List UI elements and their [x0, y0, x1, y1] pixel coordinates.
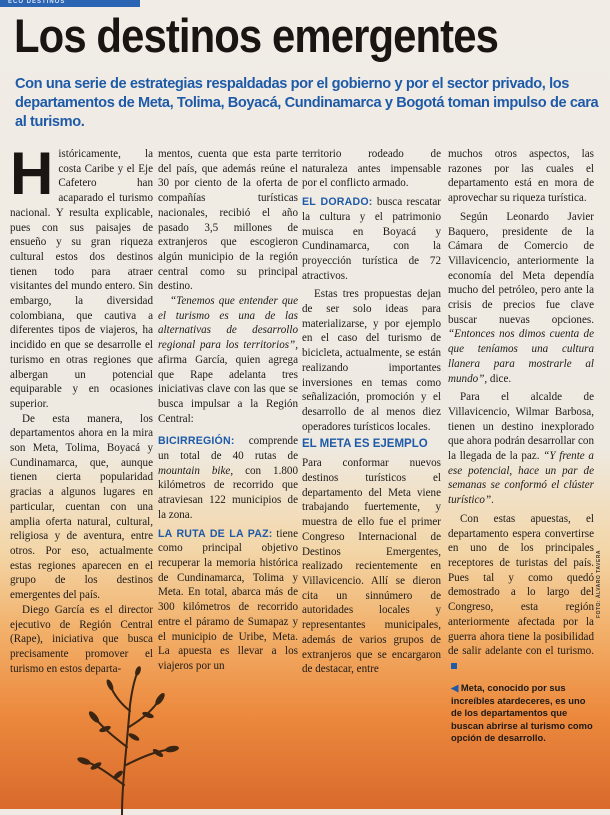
paragraph-text: busca rescatar la cultura y el patrimonio muisca en Boyacá y Cundinamarca, con la proyección turística de 72 atractivos.: [302, 196, 441, 282]
section-subhead: EL META ES EJEMPLO: [302, 438, 428, 451]
caption-arrow-icon: ◀: [451, 682, 461, 693]
initiative-label: EL DORADO:: [302, 196, 373, 209]
plant-silhouette-icon: [60, 665, 190, 815]
headline: Los destinos emergentes: [14, 9, 498, 62]
column-3: [302, 147, 441, 676]
initiative-el-dorado: [302, 195, 441, 283]
paragraph: [158, 294, 298, 426]
paragraph: [448, 512, 594, 674]
paragraph-text: comprende un total de 40 rutas de: [158, 435, 298, 463]
paragraph-text: afirma García, quien agrega que Rape adelanta tres iniciativas clave con las que se busca impulsar a la Región Central:: [158, 353, 298, 425]
initiative-label: BICIRREGIÓN:: [158, 435, 235, 448]
column-2: [158, 147, 298, 672]
paragraph-text: Para el alcalde de Villavicencio, Wilmar Barbosa, tienen un destino inexplorado que ahora podrán desarrollar con la llegada de la paz.: [448, 391, 595, 463]
paragraph-text: tiene como principal objetivo recuperar la memoria histórica de Cundinamarca, Tolima y Meta. En total, abarca más de 300 kilómetros de recorrido entre el páramo de Sumapaz y el municipio de Uribe, Meta. La apuesta es llevar a los viajeros por un: [158, 527, 298, 672]
section-tab-label: ECO DESTINOS: [8, 0, 66, 5]
column-4: [448, 147, 595, 658]
paragraph: [10, 140, 153, 412]
paragraph: [448, 210, 594, 386]
article-body: [0, 140, 610, 676]
paragraph-text: .: [491, 494, 494, 507]
drop-cap: H: [10, 140, 54, 207]
paragraph: De esta manera, los departamentos ahora en la mira son Meta, Tolima, Boyacá y Cundinamarca, que, aunque tienen cierta popularidad gracias a algunos lugares en particular, cuentan con una amplia oferta natural, cultural, religiosa y de aventura, entre otros. Por eso, actualmente estas regiones aparecen en el grupo de los destinos emergentes del país.: [10, 412, 153, 602]
photo-credit: FOTO: ÁLVARO TAVERA: [596, 550, 602, 618]
paragraph: Estas tres propuestas dejan de ser solo ideas para materializarse, y por ejemplo en el caso del turismo de bicicleta, actualmente, se están realizando importantes inversiones en temas como señalización, promoción y el desarrollo de al menos diez operadores turísticos locales.: [302, 288, 441, 433]
quote-text: “Entonces nos dimos cuenta de que teníamos una cultura llanera para mostrarle al mundo”: [448, 328, 594, 385]
paragraph: mentos, cuenta que esta parte del país, que además reúne el 30 por ciento de la oferta de compañías turísticas nacionales, recibió el año pasado 3,5 millones de extranjeros que escogieron algún municipio de la región central como su principal destino.: [158, 148, 298, 293]
paragraph-text: , con 1.800 kilómetros de recorrido que atraviesan 122 municipios de la zona.: [158, 464, 298, 521]
paragraph-text: Con estas apuestas, el departamento espera convertirse en uno de los principales receptores de turistas del país. Pues tal y como quedó demostrado a lo largo del Congreso, esta región anteriormente afectada por la guerra ahora tiene la posibilidad de salir adelante con el turismo.: [448, 512, 594, 658]
end-mark-icon: [451, 663, 457, 669]
paragraph-text: istóricamente, la costa Caribe y el Eje Cafetero han acaparado el turismo nacional. Y resulta explicable, pues con sus paisajes de ensueño y su gran riqueza cultural estos dos destinos tienen todo para atraer visitantes del mundo entero. Sin embargo, la diversidad colombiana, que cautiva a diferentes tipos de viajeros, ha incidido en que se desarrolle el turismo en otras regiones que albergan un potencial equiparable y en ocasiones superior.: [10, 148, 153, 410]
paragraph: territorio rodeado de naturaleza antes impensable por el conflicto armado.: [302, 148, 441, 190]
initiative-ruta-paz: [158, 527, 298, 674]
paragraph: Para conformar nuevos destinos turísticos el departamento del Meta viene trabajando fuertemente, y muestra de ello fue el primer Congreso Internacional de Destinos Emergentes, realizado recientemente en Villavicencio. Allí se dieron cita un sinnúmero de autoridades locales y representantes municipales, además de varios grupos de extranjeros que se encargaron de destacar, entre: [302, 457, 441, 676]
paragraph: [448, 390, 594, 508]
paragraph-text: Según Leonardo Javier Baquero, presidente de la Cámara de Comercio de Villavicencio, anteriormente la economía del Meta dependía mucho del petróleo, pero ante la crisis de precios fue clave buscar nuevas opciones.: [448, 210, 594, 326]
paragraph: Diego García es el director ejecutivo de Región Central (Rape), iniciativa que busca precisamente promover el turismo en estos departa-: [10, 603, 153, 675]
photo-caption: [451, 682, 597, 745]
quote-text: “Y frente a ese potencial, hace un par de semanas se conformó el clúster turístico”: [448, 450, 594, 507]
quote-text: “Tenemos que entender que el turismo es una de las alternativas de desarrollo regional para los territorios”,: [158, 295, 298, 352]
italic-term: mountain bike: [158, 464, 231, 477]
initiative-bicirregion: [158, 434, 298, 522]
column-1: [10, 140, 153, 675]
caption-text: Meta, conocido por sus increíbles atardeceres, es uno de los departamentos que buscan abrirse al turismo como opción de desarrollo.: [451, 682, 593, 744]
subtitle: Con una serie de estrategias respaldadas por el gobierno y por el sector privado, los departamentos de Meta, Tolima, Boyacá, Cundinamarca y Bogotá toman impulso de cara al turismo.: [15, 76, 599, 130]
initiative-label: LA RUTA DE LA PAZ:: [158, 527, 273, 540]
paragraph-text: , dice.: [484, 372, 512, 385]
paragraph: muchos otros aspectos, las razones por las cuales el departamento está en mora de aprovechar su riqueza turística.: [448, 148, 594, 205]
